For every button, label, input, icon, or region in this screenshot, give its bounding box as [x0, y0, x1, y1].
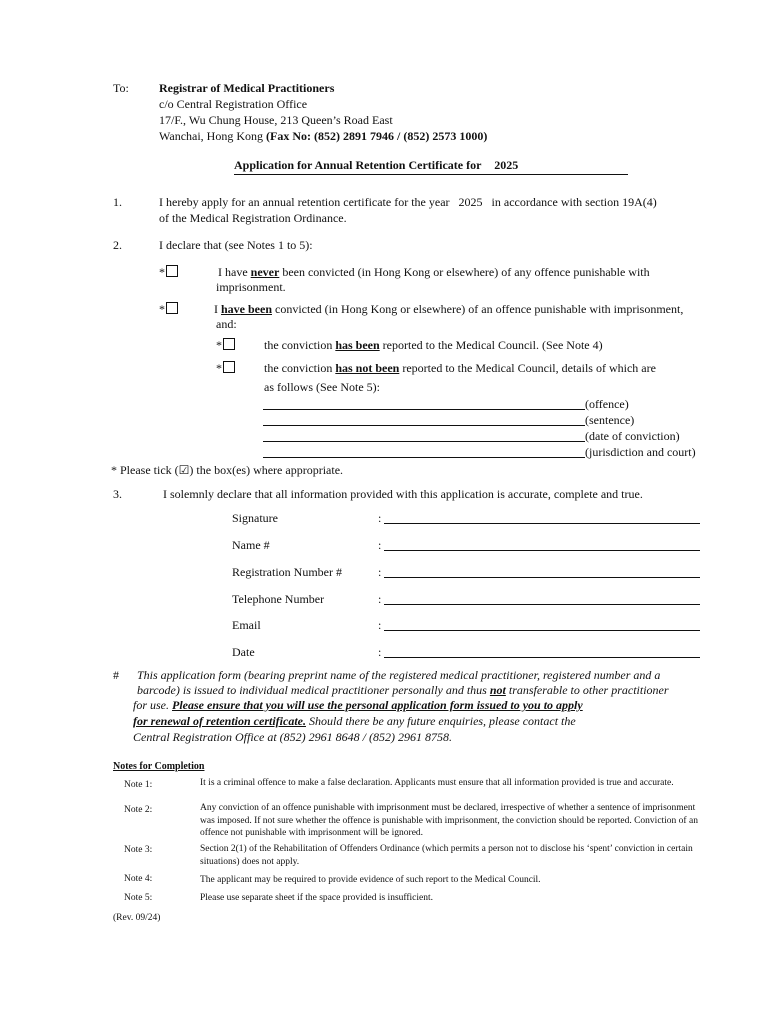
colon: : [378, 592, 382, 606]
hash-note-line-3 [133, 698, 583, 713]
sub-has-been-text [264, 338, 603, 353]
asterisk: * [216, 338, 222, 352]
form-title-year: 2025 [494, 158, 519, 172]
option-been-checkbox-group [159, 302, 178, 317]
note-4-text: The applicant may be required to provide evidence of such report to the Medical Council. [200, 875, 541, 885]
item-3-number: 3. [113, 487, 122, 501]
telephone-row [378, 592, 700, 607]
fax-numbers: (Fax No: (852) 2891 7946 / (852) 2573 1000) [266, 129, 488, 143]
detail-sentence-row [263, 413, 634, 428]
address-district: Wanchai, Hong Kong [159, 129, 264, 143]
option-never-post: been convicted (in Hong Kong or elsewhere) of any offence punishable with [282, 265, 650, 279]
offence-input-line[interactable] [263, 409, 585, 410]
sub-has-been-post: reported to the Medical Council. (See Note 4) [382, 338, 603, 352]
note-5-text: Please use separate sheet if the space provided is insufficient. [200, 893, 434, 903]
telephone-label: Telephone Number [232, 592, 325, 606]
to-label: To: [113, 81, 129, 95]
notes-heading: Notes for Completion [113, 761, 205, 772]
option-been-post: convicted (in Hong Kong or elsewhere) of an offence punishable with imprisonment, [275, 302, 684, 316]
sub-has-not-been-checkbox-group [216, 361, 235, 376]
jurisdiction-input-line[interactable] [263, 457, 585, 458]
name-field[interactable] [384, 550, 700, 551]
recipient-name: Registrar of Medical Practitioners [159, 81, 335, 95]
option-never-line-2: imprisonment. [216, 280, 286, 294]
email-row [378, 618, 700, 633]
option-never-text [218, 265, 650, 280]
form-title [234, 158, 628, 175]
colon: : [378, 645, 382, 659]
sentence-input-line[interactable] [263, 425, 585, 426]
hash-note-line-5: Central Registration Office at (852) 2961 8648 / (852) 2961 8758. [133, 730, 452, 744]
note-1-label: Note 1: [124, 780, 153, 790]
detail-sentence-label: (sentence) [585, 413, 635, 427]
hash-note-line-1: This application form (bearing preprint name of the registered medical practitioner, registered number and a [137, 668, 661, 682]
date-label: Date [232, 645, 255, 659]
detail-date-label: (date of conviction) [585, 429, 680, 443]
note-5-label: Note 5: [124, 893, 153, 903]
reported-checkbox[interactable] [223, 338, 235, 350]
note-3-label: Note 3: [124, 845, 153, 855]
item-3-text: I solemnly declare that all information provided with this application is accurate, complete and true. [163, 487, 643, 501]
option-been-line-2: and: [216, 317, 237, 331]
sub-has-been-emphasis: has been [335, 338, 380, 352]
address-line-1: c/o Central Registration Office [159, 97, 308, 111]
registration-number-row [378, 565, 700, 580]
tick-instruction [111, 463, 343, 478]
address-line-2: 17/F., Wu Chung House, 213 Queen’s Road East [159, 113, 393, 127]
colon: : [378, 511, 382, 525]
detail-court-row [263, 445, 696, 460]
detail-court-label: (jurisdiction and court) [585, 445, 696, 459]
item-2-number: 2. [113, 238, 122, 252]
signature-row [378, 511, 700, 526]
sub-has-been-checkbox-group [216, 338, 235, 353]
name-label: Name # [232, 538, 270, 552]
asterisk: * [216, 361, 222, 375]
item-1-post: in accordance with section 19A(4) [491, 195, 657, 209]
never-convicted-checkbox[interactable] [166, 265, 178, 277]
signature-label: Signature [232, 511, 278, 525]
email-field[interactable] [384, 630, 700, 631]
address-line-3 [159, 129, 487, 144]
hash-note-l4-emphasis: for renewal of retention certificate. [133, 714, 306, 728]
name-row [378, 538, 700, 553]
hash-note-l3-pre: for use. [133, 698, 169, 712]
sub-has-been-pre: the conviction [264, 338, 333, 352]
hash-note-line-2 [137, 683, 669, 698]
item-1-year: 2025 [458, 195, 483, 209]
hash-note-l3-emphasis: Please ensure that you will use the personal application form issued to you to apply [172, 698, 583, 712]
revision-label: (Rev. 09/24) [113, 913, 161, 923]
colon: : [378, 565, 382, 579]
checked-box-icon: ☑ [178, 463, 190, 477]
sub-has-not-been-pre: the conviction [264, 361, 333, 375]
tick-instruction-post: ) the box(es) where appropriate. [189, 463, 344, 477]
tick-instruction-pre: * Please tick ( [111, 463, 179, 477]
date-of-conviction-input-line[interactable] [263, 441, 585, 442]
detail-offence-label: (offence) [585, 397, 629, 411]
colon: : [378, 538, 382, 552]
note-2-text: Any conviction of an offence punishable with imprisonment must be declared, irrespective of whether a sentence of imprisonment was imposed. If not sure whether the offence is punishable with imprisonment, the conviction should be reported. Conviction of an offence not punishable with imprisonment will be ignored. [200, 803, 698, 838]
date-field[interactable] [384, 657, 700, 658]
sub-has-not-been-line-2: as follows (See Note 5): [264, 380, 380, 394]
colon: : [378, 618, 382, 632]
date-row [378, 645, 700, 660]
registration-number-field[interactable] [384, 577, 700, 578]
registration-number-label: Registration Number # [232, 565, 342, 579]
note-1-text: It is a criminal offence to make a false declaration. Applicants must ensure that all information provided is true and accurate. [200, 778, 674, 788]
option-been-text [214, 302, 683, 317]
item-1-text [159, 195, 657, 210]
hash-symbol: # [113, 668, 119, 682]
option-never-emphasis: never [250, 265, 280, 279]
telephone-field[interactable] [384, 604, 700, 605]
signature-field[interactable] [384, 523, 700, 524]
item-1-pre: I hereby apply for an annual retention certificate for the year [159, 195, 450, 209]
email-label: Email [232, 618, 261, 632]
not-reported-checkbox[interactable] [223, 361, 235, 373]
item-2-intro: I declare that (see Notes 1 to 5): [159, 238, 313, 252]
form-title-text: Application for Annual Retention Certificate for [234, 158, 482, 172]
note-2-label: Note 2: [124, 805, 153, 815]
sub-has-not-been-post: reported to the Medical Council, details of which are [402, 361, 656, 375]
hash-note-l2-pre: barcode) is issued to individual medical practitioner personally and thus [137, 683, 487, 697]
option-never-checkbox-group [159, 265, 178, 280]
item-1-number: 1. [113, 195, 122, 209]
item-1-line-2: of the Medical Registration Ordinance. [159, 211, 347, 225]
note-3-text: Section 2(1) of the Rehabilitation of Offenders Ordinance (which permits a person not to disclose his ‘spent’ conviction in certain situations) does not apply. [200, 844, 693, 867]
option-been-emphasis: have been [221, 302, 272, 316]
hash-note-line-4 [133, 714, 576, 729]
asterisk: * [159, 302, 165, 316]
option-never-pre: I have [218, 265, 248, 279]
hash-note-l2-post: transferable to other practitioner [508, 683, 669, 697]
sub-has-not-been-text [264, 361, 656, 376]
have-been-convicted-checkbox[interactable] [166, 302, 178, 314]
option-been-pre: I [214, 302, 218, 316]
sub-has-not-been-emphasis: has not been [335, 361, 400, 375]
hash-note-l4-post: Should there be any future enquiries, please contact the [308, 714, 576, 728]
asterisk: * [159, 265, 165, 279]
detail-date-row [263, 429, 680, 444]
hash-note-l2-emphasis: not [489, 683, 506, 697]
detail-offence-row [263, 397, 629, 412]
note-4-label: Note 4: [124, 874, 153, 884]
